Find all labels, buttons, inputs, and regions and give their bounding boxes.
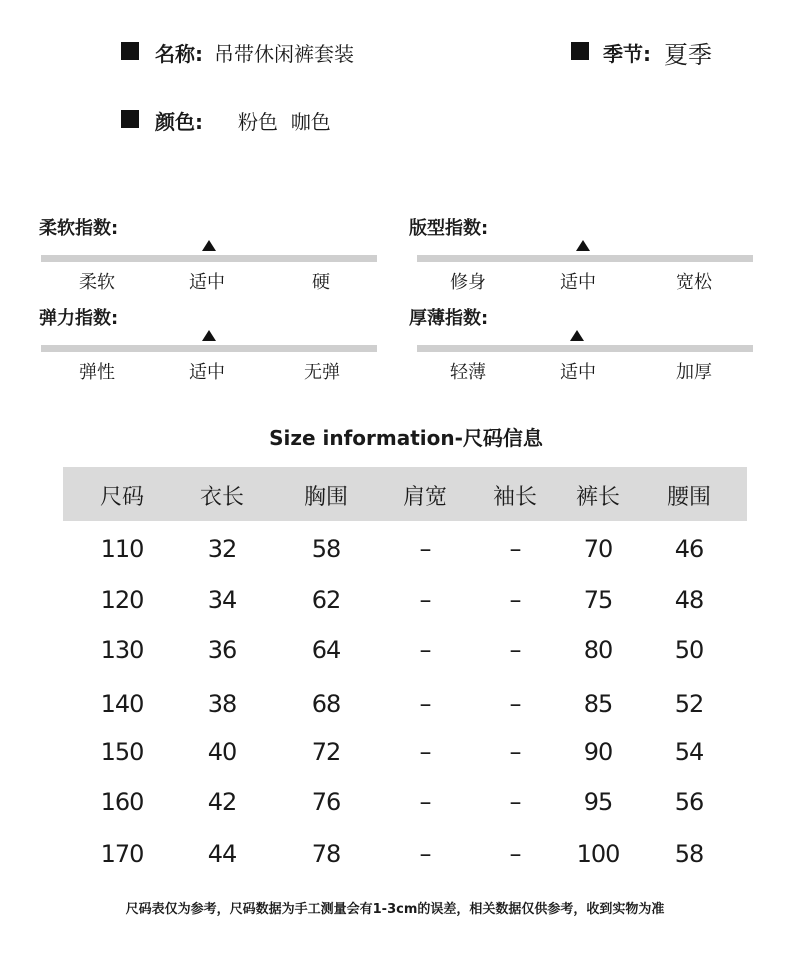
size-table-cell: 44 <box>207 840 237 868</box>
size-table-cell: – <box>509 586 521 614</box>
footnote: 尺码表仅为参考，尺码数据为手工测量会有1-3cm的误差，相关数据仅供参考，收到实物为准 <box>125 902 665 917</box>
fit-label-low: 修身 <box>450 272 486 293</box>
size-table-cell: 34 <box>207 586 237 614</box>
size-table-cell: 68 <box>311 690 341 718</box>
softness-scale-bar <box>41 255 377 262</box>
size-table-cell: 75 <box>583 586 613 614</box>
bullet-square-icon <box>121 42 139 60</box>
season-value: 夏季 <box>664 41 712 69</box>
fit-label-mid: 适中 <box>560 272 596 293</box>
bullet-square-icon <box>571 42 589 60</box>
elasticity-label-low: 弹性 <box>79 362 115 383</box>
size-table-cell: – <box>419 535 431 563</box>
thickness-index-title: 厚薄指数: <box>409 308 489 329</box>
size-table-cell: 78 <box>311 840 341 868</box>
size-table-cell: 36 <box>207 636 237 664</box>
size-table-cell: 80 <box>583 636 613 664</box>
size-table-cell: 120 <box>100 586 144 614</box>
size-table-cell: – <box>509 840 521 868</box>
size-table-header-cell: 肩宽 <box>402 485 447 510</box>
size-table-cell: 160 <box>100 788 144 816</box>
size-table-cell: 170 <box>100 840 144 868</box>
size-table-cell: 46 <box>674 535 704 563</box>
size-table-cell: 64 <box>311 636 341 664</box>
size-table-cell: 95 <box>583 788 613 816</box>
size-table-header-cell: 腰围 <box>666 485 711 510</box>
size-table-cell: 70 <box>583 535 613 563</box>
size-table-header-cell: 裤长 <box>575 485 620 510</box>
size-table-header-cell: 尺码 <box>99 485 144 510</box>
thickness-label-high: 加厚 <box>676 362 712 383</box>
bullet-square-icon <box>121 110 139 128</box>
size-table-cell: 58 <box>674 840 704 868</box>
size-table-cell: 85 <box>583 690 613 718</box>
size-table-cell: 50 <box>674 636 704 664</box>
fit-index-title: 版型指数: <box>409 218 489 239</box>
elasticity-label-high: 无弹 <box>304 362 340 383</box>
size-table-cell: – <box>509 738 521 766</box>
size-table-cell: 58 <box>311 535 341 563</box>
size-table-cell: 32 <box>207 535 237 563</box>
fit-marker-icon <box>576 240 590 251</box>
thickness-marker-icon <box>570 330 584 341</box>
size-table-cell: 62 <box>311 586 341 614</box>
size-table-cell: – <box>419 788 431 816</box>
softness-label-low: 柔软 <box>79 272 115 293</box>
softness-label-high: 硬 <box>312 272 330 293</box>
size-table-cell: – <box>419 636 431 664</box>
name-label: 名称: <box>155 42 203 66</box>
size-table-cell: – <box>509 636 521 664</box>
color-label: 颜色: <box>155 110 203 134</box>
size-table-cell: 52 <box>674 690 704 718</box>
fit-label-high: 宽松 <box>676 272 712 293</box>
size-table-heading: Size information-尺码信息 <box>269 426 543 450</box>
size-table-cell: 72 <box>311 738 341 766</box>
size-table-cell: – <box>419 586 431 614</box>
elasticity-marker-icon <box>202 330 216 341</box>
size-table-cell: – <box>419 840 431 868</box>
size-table-cell: 42 <box>207 788 237 816</box>
size-table-cell: 130 <box>100 636 144 664</box>
size-table-header-cell: 袖长 <box>492 485 537 510</box>
softness-label-mid: 适中 <box>189 272 225 293</box>
season-label: 季节: <box>603 42 651 66</box>
size-table-cell: 100 <box>576 840 620 868</box>
elasticity-index-title: 弹力指数: <box>39 308 119 329</box>
elasticity-scale-bar <box>41 345 377 352</box>
elasticity-label-mid: 适中 <box>189 362 225 383</box>
size-table-cell: 90 <box>583 738 613 766</box>
size-table-cell: – <box>419 690 431 718</box>
size-table-cell: 40 <box>207 738 237 766</box>
fit-scale-bar <box>417 255 753 262</box>
softness-index-title: 柔软指数: <box>39 218 119 239</box>
softness-marker-icon <box>202 240 216 251</box>
size-table-cell: 76 <box>311 788 341 816</box>
size-table-cell: 150 <box>100 738 144 766</box>
thickness-scale-bar <box>417 345 753 352</box>
size-table-cell: 110 <box>100 535 144 563</box>
size-table-cell: – <box>509 788 521 816</box>
name-value: 吊带休闲裤套装 <box>214 42 354 66</box>
size-table-cell: 38 <box>207 690 237 718</box>
size-table-cell: 140 <box>100 690 144 718</box>
size-table-cell: – <box>509 690 521 718</box>
size-table-cell: 48 <box>674 586 704 614</box>
thickness-label-low: 轻薄 <box>450 362 486 383</box>
thickness-label-mid: 适中 <box>560 362 596 383</box>
size-table-header-cell: 衣长 <box>199 485 244 510</box>
size-table-cell: 54 <box>674 738 704 766</box>
size-table-header-cell: 胸围 <box>303 485 348 510</box>
color-value: 粉色 咖色 <box>238 110 331 134</box>
size-table-cell: 56 <box>674 788 704 816</box>
size-table-cell: – <box>419 738 431 766</box>
size-table-cell: – <box>509 535 521 563</box>
